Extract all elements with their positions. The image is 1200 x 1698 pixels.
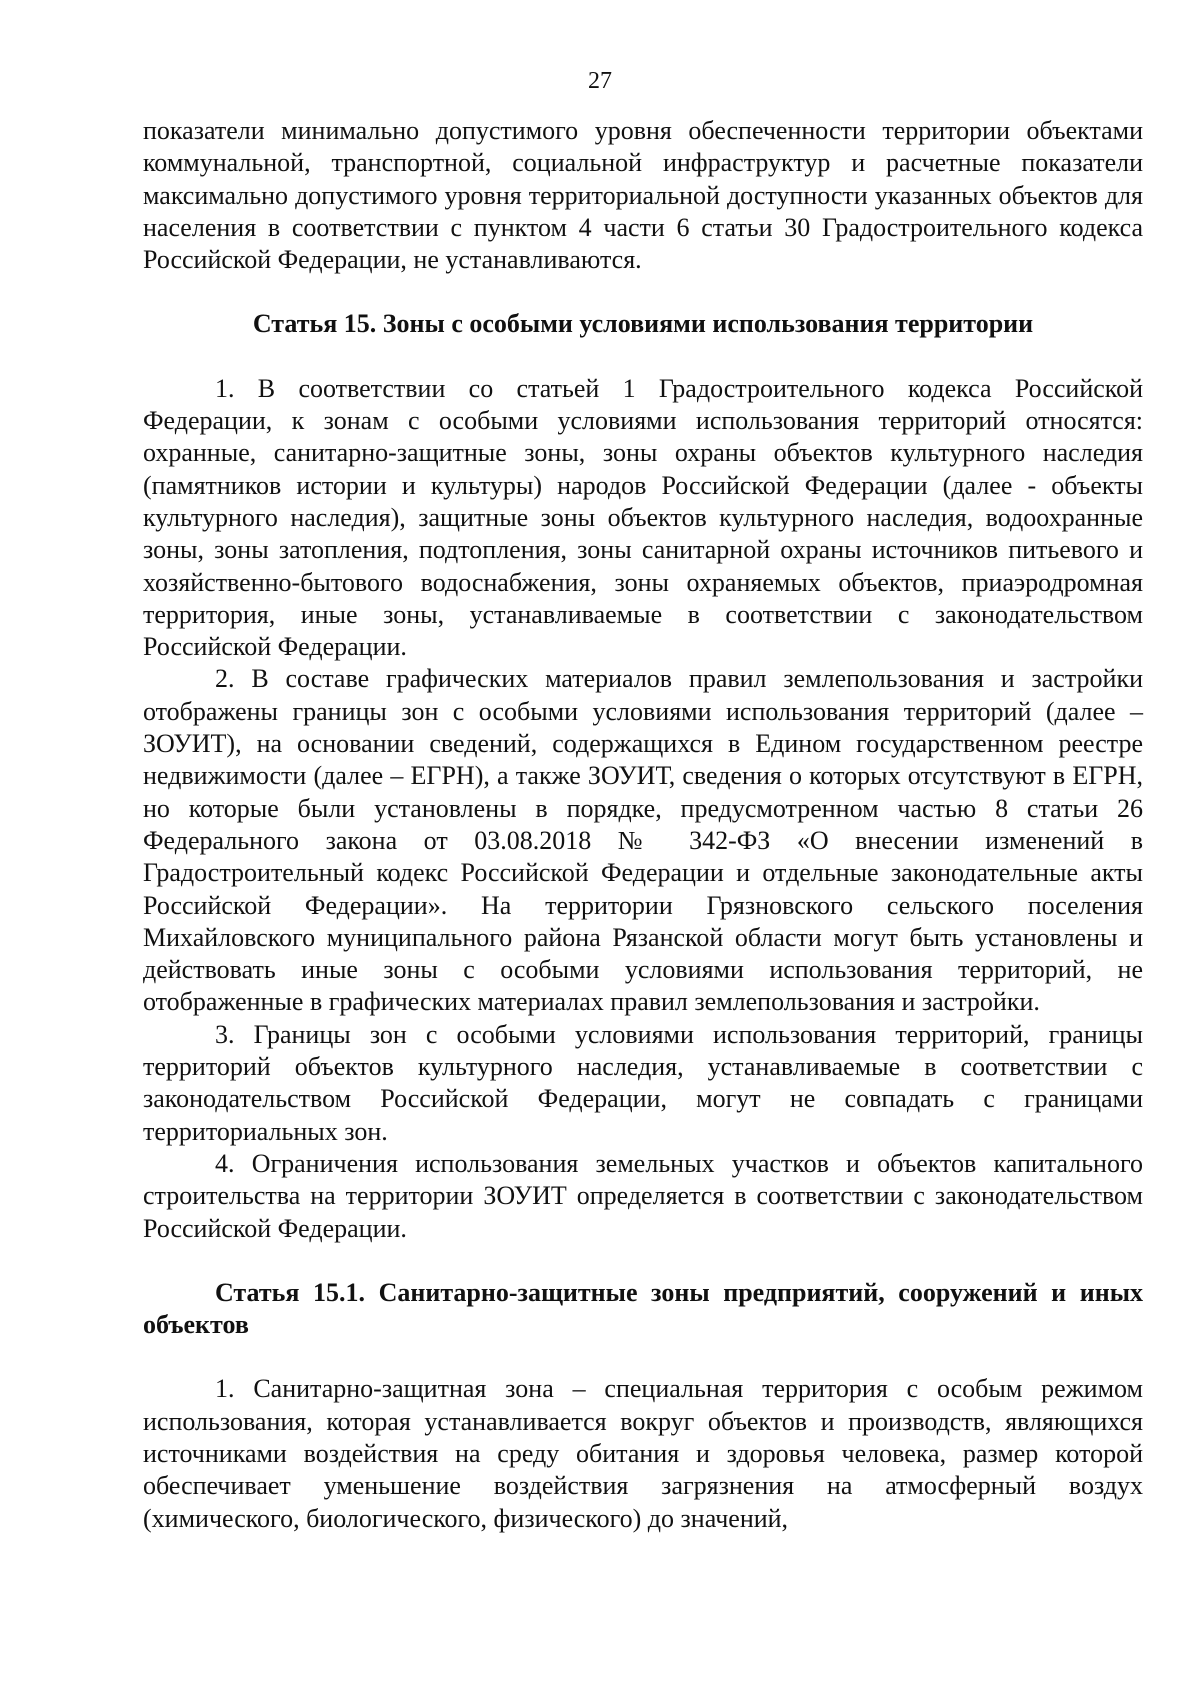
article-15-body xyxy=(143,373,1143,1245)
article-15-1-paragraph-1: 1. Санитарно-защитная зона – специальная территория с особым режимом использования, которая устанавливается вокруг объектов и производств, являющихся источниками воздействия на среду обитания и здоровья человека, размер которой обеспечивает уменьшение воздействия загрязнения на атмосферный воздух (химического, биологического, физического) до значений, xyxy=(143,1374,1143,1533)
article-15-paragraph-1: 1. В соответствии со статьей 1 Градостроительного кодекса Российской Федерации, к зонам с особыми условиями использования территорий относятся: охранные, санитарно-защитные зоны, зоны охраны объектов культурного наследия (памятников истории и культуры) народов Российской Федерации (далее - объекты культурного наследия), защитные зоны объектов культурного наследия, водоохранные зоны, зоны затопления, подтопления, зоны санитарной охраны источников питьевого и хозяйственно-бытового водоснабжения, зоны охраняемых объектов, приаэродромная территория, иные зоны, устанавливаемые в соответствии с законодательством Российской Федерации. xyxy=(143,373,1143,662)
article-15-1-heading: Статья 15.1. Санитарно-защитные зоны предприятий, сооружений и иных объектов xyxy=(143,1277,1143,1340)
article-15-paragraph-2: 2. В составе графических материалов правил землепользования и застройки отображены границы зон с особыми условиями использования территорий (далее – ЗОУИТ), на основании сведений, содержащихся в Едином государственном реестре недвижимости (далее – ЕГРН), а также ЗОУИТ, сведения о которых отсутствуют в ЕГРН, но которые были установлены в порядке, предусмотренном частью 8 статьи 26 Федерального закона от 03.08.2018 № 342-ФЗ «О внесении изменений в Градостроительный кодекс Российской Федерации и отдельные законодательные акты Российской Федерации». На территории Грязновского сельского поселения Михайловского муниципального района Рязанской области могут быть установлены и действовать иные зоны с особыми условиями использования территорий, не отображенные в графических материалах правил землепользования и застройки. xyxy=(143,664,1143,1017)
article-15-1-body xyxy=(143,1373,1143,1534)
article-15-paragraph-3: 3. Границы зон с особыми условиями использования территорий, границы территорий объектов культурного наследия, устанавливаемые в соответствии с законодательством Российской Федерации, могут не совпадать с границами территориальных зон. xyxy=(143,1019,1143,1146)
page-number: 27 xyxy=(588,68,612,94)
article-15-heading: Статья 15. Зоны с особыми условиями использования территории xyxy=(252,309,1034,339)
article-15-paragraph-4: 4. Ограничения использования земельных участков и объектов капитального строительства на территории ЗОУИТ определяется в соответствии с законодательством Российской Федерации. xyxy=(143,1148,1143,1243)
page-body xyxy=(143,115,1143,1535)
intro-paragraph: показатели минимально допустимого уровня обеспеченности территории объектами коммунальной, транспортной, социальной инфраструктур и расчетные показатели максимально допустимого уровня территориальной доступности указанных объектов для населения в соответствии с пунктом 4 части 6 статьи 30 Градостроительного кодекса Российской Федерации, не устанавливаются. xyxy=(143,116,1143,275)
